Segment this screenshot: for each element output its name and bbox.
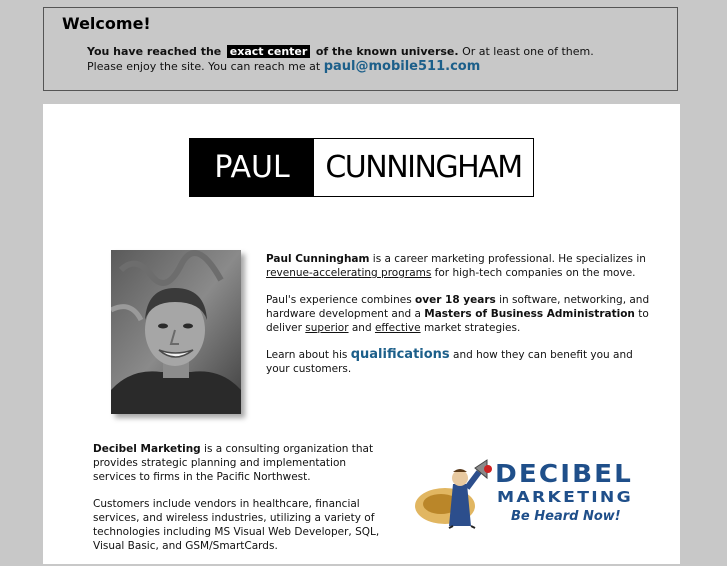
bio-name: Paul Cunningham xyxy=(266,253,370,265)
welcome-box xyxy=(43,7,678,91)
bio-paragraph-2 xyxy=(266,293,656,335)
bio-section xyxy=(266,252,656,389)
qualifications-link[interactable]: qualifications xyxy=(350,347,450,362)
decibel-paragraph-1 xyxy=(93,442,383,484)
bio-text: Paul's experience combines xyxy=(266,294,416,306)
bio-bold: over 18 years xyxy=(415,294,496,306)
bio-paragraph-1 xyxy=(266,252,656,280)
main-content xyxy=(43,104,680,564)
decibel-logo-tagline: Be Heard Now! xyxy=(511,509,621,524)
welcome-line-2 xyxy=(87,59,480,74)
decibel-logo-line-2: MARKETING xyxy=(497,488,633,506)
welcome-text-c: Or at least one of them. xyxy=(462,45,594,58)
superior-link[interactable]: superior xyxy=(305,322,349,334)
decibel-name: Decibel Marketing xyxy=(93,443,201,455)
logo-last-name: CUNNINGHAM xyxy=(314,139,533,196)
bio-text: and xyxy=(348,322,375,334)
logo-first-name: PAUL xyxy=(190,139,314,196)
bio-text: Learn about his xyxy=(266,349,351,361)
decibel-logo-graphic xyxy=(413,454,645,529)
revenue-programs-link[interactable]: revenue-accelerating programs xyxy=(266,267,432,279)
welcome-line-1 xyxy=(87,45,594,58)
bio-text: for high-tech companies on the move. xyxy=(431,267,636,279)
email-link[interactable]: paul@mobile511.com xyxy=(323,59,481,74)
decibel-text: is a consulting organization that provides strategic planning and implementation services to firms in the Pacific Northwest. xyxy=(93,443,374,483)
welcome-text-a: You have reached the xyxy=(87,45,222,58)
decibel-logo[interactable] xyxy=(413,454,645,529)
decibel-logo-line-1: DECIBEL xyxy=(495,459,633,488)
site-logo xyxy=(189,138,534,197)
decibel-paragraph-2: Customers include vendors in healthcare, financial services, and wireless industries, utilizing a variety of technologies including MS Visual Web Developer, SQL, Visual Basic, and GSM/SmartCards. xyxy=(93,498,380,552)
effective-link[interactable]: effective xyxy=(374,322,421,334)
bio-text: market strategies. xyxy=(420,322,521,334)
welcome-text-b: of the known universe. xyxy=(315,45,459,58)
bio-text: to deliver xyxy=(266,308,649,334)
decibel-section xyxy=(93,442,383,566)
bio-text: in software, networking, and hardware development and a xyxy=(266,294,650,320)
bio-text: and how they can benefit you and your customers. xyxy=(266,349,633,375)
portrait-illustration xyxy=(111,250,241,414)
highlight-badge: exact center xyxy=(227,45,311,58)
welcome-contact-text: Please enjoy the site. You can reach me at xyxy=(87,60,321,73)
bio-bold: Masters of Business Administration xyxy=(424,308,635,320)
bio-paragraph-3 xyxy=(266,348,656,376)
bio-text: is a career marketing professional. He specializes in xyxy=(369,253,646,265)
welcome-title: Welcome! xyxy=(62,14,151,33)
portrait-photo xyxy=(111,250,241,414)
